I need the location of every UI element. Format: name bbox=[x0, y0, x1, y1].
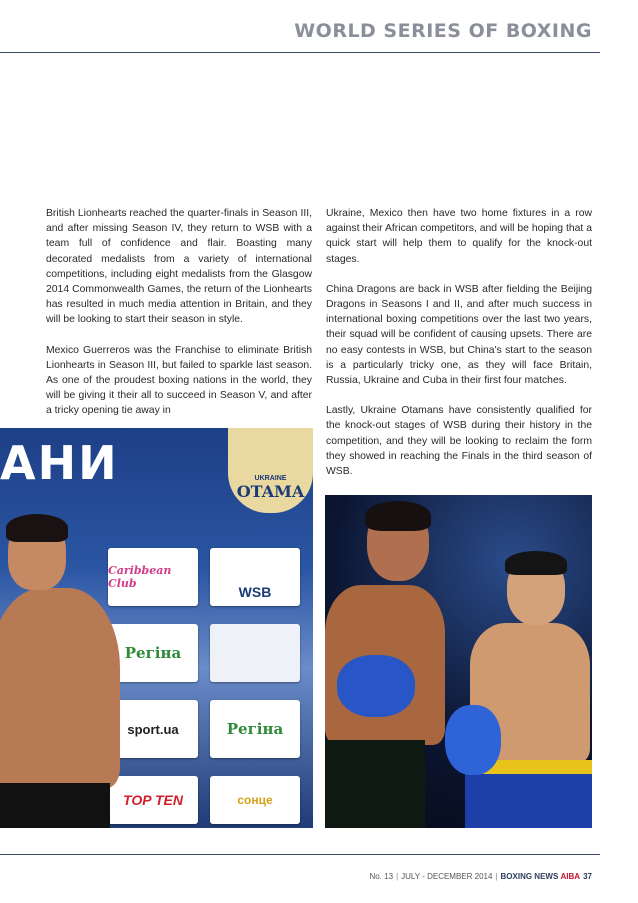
issue-period: JULY - DECEMBER 2014 bbox=[401, 872, 493, 881]
left-column bbox=[46, 206, 312, 434]
boxer-figure-left bbox=[325, 505, 445, 828]
logo-sub: UKRAINE bbox=[254, 475, 287, 482]
bout-photo bbox=[325, 495, 592, 828]
sponsor-otamans-badge bbox=[210, 624, 300, 682]
boxing-glove-icon bbox=[337, 655, 415, 717]
sponsor-sport-ua: sport.ua bbox=[108, 700, 198, 758]
logo-text: OTAMA bbox=[236, 482, 305, 501]
paragraph-mexico-fixtures: Ukraine, Mexico then have two home fixtures in a row against their African competitors, and will be hoping that a quick start will help them to qualify for the knock-out stages. bbox=[326, 208, 592, 265]
paragraph-dragons: China Dragons are back in WSB after fielding the Beijing Dragons in Seasons I and II, and after much success in international boxing competitions over the last two years, their squad will be confident of causing upsets. There are no easy contests in WSB, but China's start to the season is a particularly tricky one, as they will face Britain, Russia, Ukraine and Cuba in their first four matches. bbox=[326, 283, 592, 387]
paragraph-lionhearts: British Lionhearts reached the quarter-finals in Season III, and after missing Season IV, they return to WSB with a team full of confidence and flair. Boasting many decorated medalists from a variety of international competitions, including eight medalists from the Glasgow 2014 Commonwealth Games, the return of the Lionhearts has resulted in much media attention in Britain, and they will be looking to start their season in style. bbox=[46, 208, 312, 326]
banner-text: АНИ bbox=[0, 436, 119, 490]
page-number: 37 bbox=[583, 872, 592, 881]
sponsor-sontse: сонце bbox=[210, 776, 300, 824]
footer-divider bbox=[0, 854, 600, 855]
header-divider bbox=[0, 52, 600, 53]
page-footer bbox=[369, 872, 592, 881]
sponsor-top-ten: TOP TEN bbox=[108, 776, 198, 824]
paragraph-otamans: Lastly, Ukraine Otamans have consistently qualified for the knock-out stages of WSB during their history in the competition, and they will be looking to reclaim the form they showed in reaching the Finals in the third season of WSB. bbox=[326, 405, 592, 478]
sponsor-wsb: WSB bbox=[210, 548, 300, 606]
weigh-in-photo bbox=[0, 428, 313, 828]
right-column bbox=[326, 206, 592, 494]
aiba-brand: AIBA bbox=[560, 872, 581, 881]
sponsor-regina-2: Регіна bbox=[210, 700, 300, 758]
separator: | bbox=[396, 872, 399, 881]
section-title: WORLD SERIES OF BOXING bbox=[294, 20, 592, 42]
separator: | bbox=[495, 872, 498, 881]
sponsor-caribbean: Caribbean Club bbox=[108, 548, 198, 606]
magazine-name: BOXING NEWS bbox=[500, 872, 559, 881]
otamans-logo bbox=[228, 428, 313, 513]
boxer-figure bbox=[0, 518, 120, 828]
boxer-figure-right bbox=[445, 555, 592, 828]
issue-number: No. 13 bbox=[369, 872, 394, 881]
sponsor-regina-1: Регіна bbox=[108, 624, 198, 682]
boxing-glove-icon bbox=[445, 705, 501, 775]
paragraph-guerreros: Mexico Guerreros was the Franchise to eliminate British Lionhearts in Season III, but failed to sparkle last season. As one of the proudest boxing nations in the world, they will be giving it their all to succeed in Season V, and after a tricky opening tie away in bbox=[46, 344, 312, 417]
